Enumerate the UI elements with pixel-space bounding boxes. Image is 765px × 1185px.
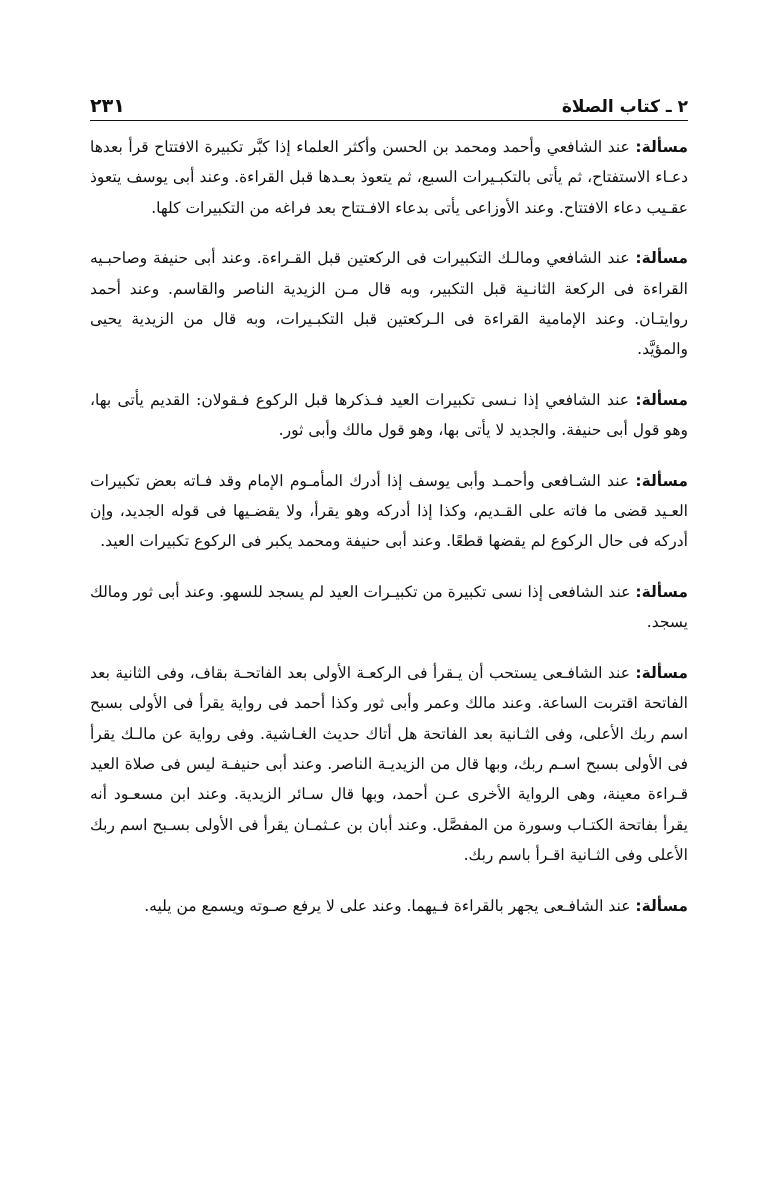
masala-label: مسألة: (635, 138, 688, 156)
paragraph-3 (90, 385, 688, 446)
paragraph-text: عند الشافعي ومالـك التكبيرات فى الركعتين قبل القـراءة. وعند أبى حنيفة وصاحبـيه القراءة فى الركعة الثانـية قبل التكبير، وبه قال مـن الزيدية الناصر والقاسم. وعند أحمد روايتـان. وعند الإمامية القراءة فى الـركعتين قبل التكبـيرات، وبه قال من الزيدية يحيى والمؤيَّد. (90, 249, 688, 359)
body-text (90, 132, 688, 941)
masala-label: مسألة: (635, 663, 688, 682)
paragraph-6 (90, 658, 688, 871)
paragraph-text: عند الشافعي وأحمد ومحمد بن الحسن وأكثر العلماء إذا كبَّر تكبيرة الافتتاح قرأ بعدها دعـاء الاستفتاح، ثم يأتى بالتكبـيرات السبع، ثم يتعوذ بعـدها قبل القراءة. وعند أبى يوسف يتعوذ عقـيب دعاء الافتتاح. وعند الأوزاعى يأتى بدعاء الافـتتاح بعد فراغه من التكبيرات كلها. (90, 138, 688, 217)
paragraph-5 (90, 577, 688, 638)
masala-label: مسألة: (635, 471, 688, 490)
paragraph-1 (90, 132, 688, 223)
masala-label: مسألة: (635, 896, 688, 915)
paragraph-text: عند الشـافعى وأحمـد وأبى يوسف إذا أدرك المأمـوم الإمام وقد فـاته بعض تكبيرات العـيد قضى ما فاته على القـديم، وكذا إذا أدركه وهو يقرأ، ولا يقضـيها فى قوله الجديد، وإن أدركه فى حال الركوع لم يقضها قطعًا. وعند أبى حنيفة ومحمد يكبر فى الركوع تكبيرات العيد. (90, 471, 688, 551)
page-number: ٢٣١ (90, 95, 125, 117)
paragraph-2 (90, 243, 688, 365)
masala-label: مسألة: (635, 249, 689, 268)
running-header (90, 90, 688, 121)
paragraph-text: عند الشافـعى يستحب أن يـقرأ فى الركعـة الأولى بعد الفاتحـة بقاف، وفى الثانية بعد الفاتحة اقتربت الساعة. وعند مالك وعمر وأبى ثور وكذا أحمد فى رواية يقرأ فى الأولى بسبح اسم ربك الأعلى، وفى الثـانية بعد الفاتحة هل أتاك حديث الغـاشية. وفى رواية عن مالـك يقرأ فى الأولى بسبح اسـم ربك، وبها قال من الزيديـة الناصر. وعند أبى حنيفـة ليس فى صلاة العيد قـراءة معينة، وهى الرواية الأخرى عـن أحمد، وبها قال سـائر الزيدية. وعند ابن مسعـود أنه يقرأ بفاتحة الكتـاب وسورة من المفصَّل. وعند أبان بن عـثمـان يقرأ فى الأولى بسـبح اسم ربك الأعلى وفى الثـانية اقـرأ باسم ربك. (90, 663, 688, 865)
paragraph-7 (90, 891, 688, 921)
masala-label: مسألة: (635, 390, 688, 409)
paragraph-text: عند الشافـعى يجهر بالقراءة فـيهما. وعند على لا يرفع صـوته ويسمع من يليه. (144, 896, 631, 915)
chapter-title: ٢ ـ كتاب الصلاة (561, 97, 688, 117)
masala-label: مسألة: (635, 582, 688, 601)
paragraph-text: عند الشافعى إذا نسى تكبيرة من تكبيـرات العيد لم يسجد للسهو. وعند أبى ثور ومالك يسجد. (90, 582, 688, 632)
paragraph-4 (90, 466, 688, 557)
paragraph-text: عند الشافعي إذا نـسى تكبيرات العيد فـذكرها قبل الركوع فـقولان: القديم يأتى بها، وهو قول أبى حنيفة. والجديد لا يأتى بها، وهو قول مالك وأبى ثور. (90, 390, 688, 440)
